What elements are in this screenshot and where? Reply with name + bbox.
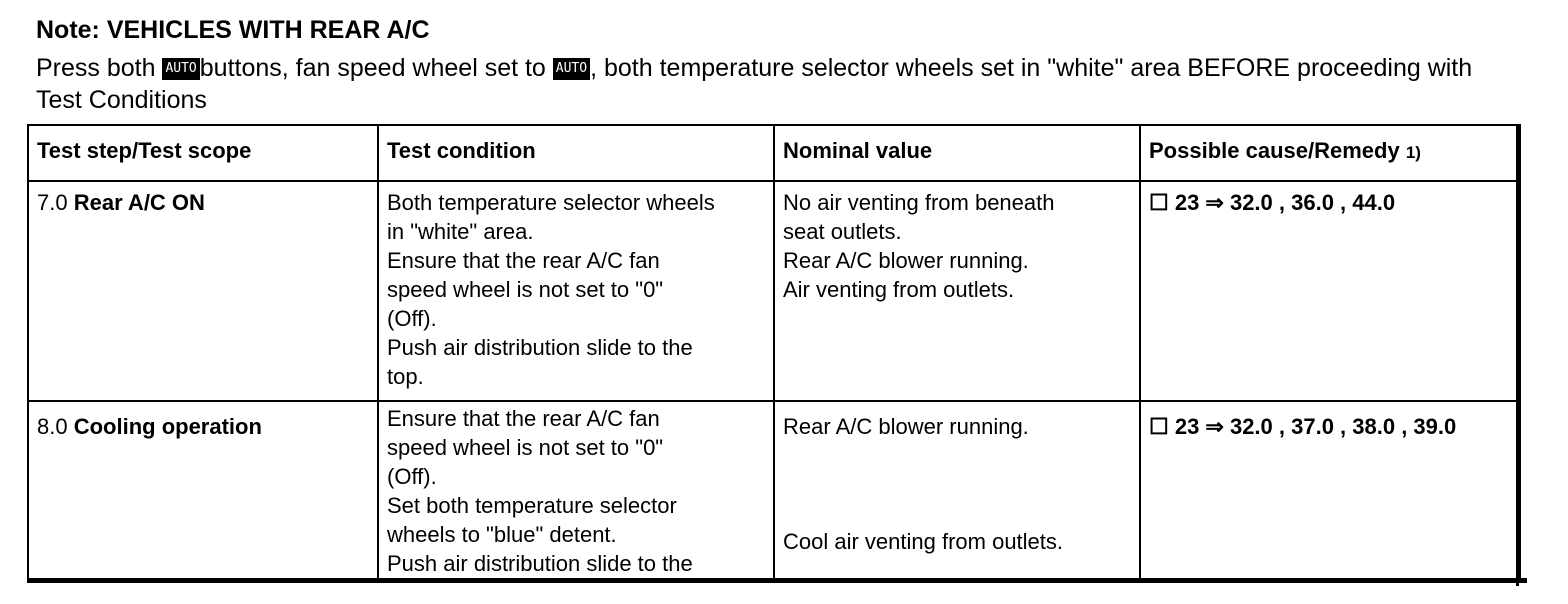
condition-line: speed wheel is not set to "0" — [387, 277, 664, 302]
nominal-line: seat outlets. — [783, 219, 902, 244]
remedy-reference: ☐ 23 ⇒ 32.0 , 37.0 , 38.0 , 39.0 — [1149, 414, 1457, 439]
nominal-spacer — [783, 441, 1131, 527]
note-title: Note: VEHICLES WITH REAR A/C — [36, 16, 430, 44]
header-possible-cause — [1140, 125, 1520, 181]
table-header-row — [28, 125, 1520, 181]
header-test-condition: Test condition — [378, 125, 774, 181]
intro-text-3: , both temperature selector wheels set in "white" area BEFORE proceeding with Test Conditions — [36, 54, 1473, 114]
condition-line: Both temperature selector wheels — [387, 190, 715, 215]
table-row — [28, 181, 1520, 401]
nominal-line: Rear A/C blower running. — [783, 414, 1029, 439]
remedy-cell — [1140, 401, 1520, 579]
condition-line: in "white" area. — [387, 219, 534, 244]
condition-line: (Off). — [387, 464, 437, 489]
nominal-line: Cool air venting from outlets. — [783, 529, 1064, 554]
remedy-cell — [1140, 181, 1520, 401]
step-number: 7.0 — [37, 190, 68, 215]
nominal-line: No air venting from beneath — [783, 190, 1055, 215]
table-frame-right — [1516, 124, 1519, 586]
condition-line: Push air distribution slide to the — [387, 335, 693, 360]
condition-line: Push air distribution slide to the — [387, 551, 693, 576]
auto-button-icon: AUTO — [162, 58, 199, 80]
step-name: Rear A/C ON — [73, 190, 205, 215]
step-number: 8.0 — [37, 414, 68, 439]
test-table — [27, 124, 1521, 580]
header-nominal-value: Nominal value — [774, 125, 1140, 181]
nominal-line: Rear A/C blower running. — [783, 248, 1029, 273]
condition-line: wheels to "blue" detent. — [387, 522, 617, 547]
auto-fan-icon: AUTO — [553, 58, 590, 80]
step-cell — [28, 181, 378, 401]
remedy-reference: ☐ 23 ⇒ 32.0 , 36.0 , 44.0 — [1149, 190, 1396, 215]
intro-text-1: Press both — [36, 54, 163, 82]
condition-line: Set both temperature selector — [387, 493, 677, 518]
intro-text-2: buttons, fan speed wheel set to — [199, 54, 553, 82]
table-frame-bottom — [27, 578, 1527, 583]
nominal-cell — [774, 181, 1140, 401]
table-row — [28, 401, 1520, 579]
condition-line: top. — [387, 364, 424, 389]
condition-cell — [378, 181, 774, 401]
condition-line: Ensure that the rear A/C fan — [387, 248, 660, 273]
step-name: Cooling operation — [73, 414, 262, 439]
condition-line: speed wheel is not set to "0" — [387, 435, 664, 460]
nominal-cell — [774, 401, 1140, 579]
nominal-line: Air venting from outlets. — [783, 277, 1015, 302]
header-test-step: Test step/Test scope — [28, 125, 378, 181]
intro-instructions — [36, 52, 1516, 116]
header-possible-cause-label: Possible cause/Remedy — [1149, 138, 1400, 163]
condition-cell — [378, 401, 774, 579]
condition-line: Ensure that the rear A/C fan — [387, 406, 660, 431]
header-footnote: 1) — [1405, 143, 1421, 162]
condition-line: (Off). — [387, 306, 437, 331]
step-cell — [28, 401, 378, 579]
